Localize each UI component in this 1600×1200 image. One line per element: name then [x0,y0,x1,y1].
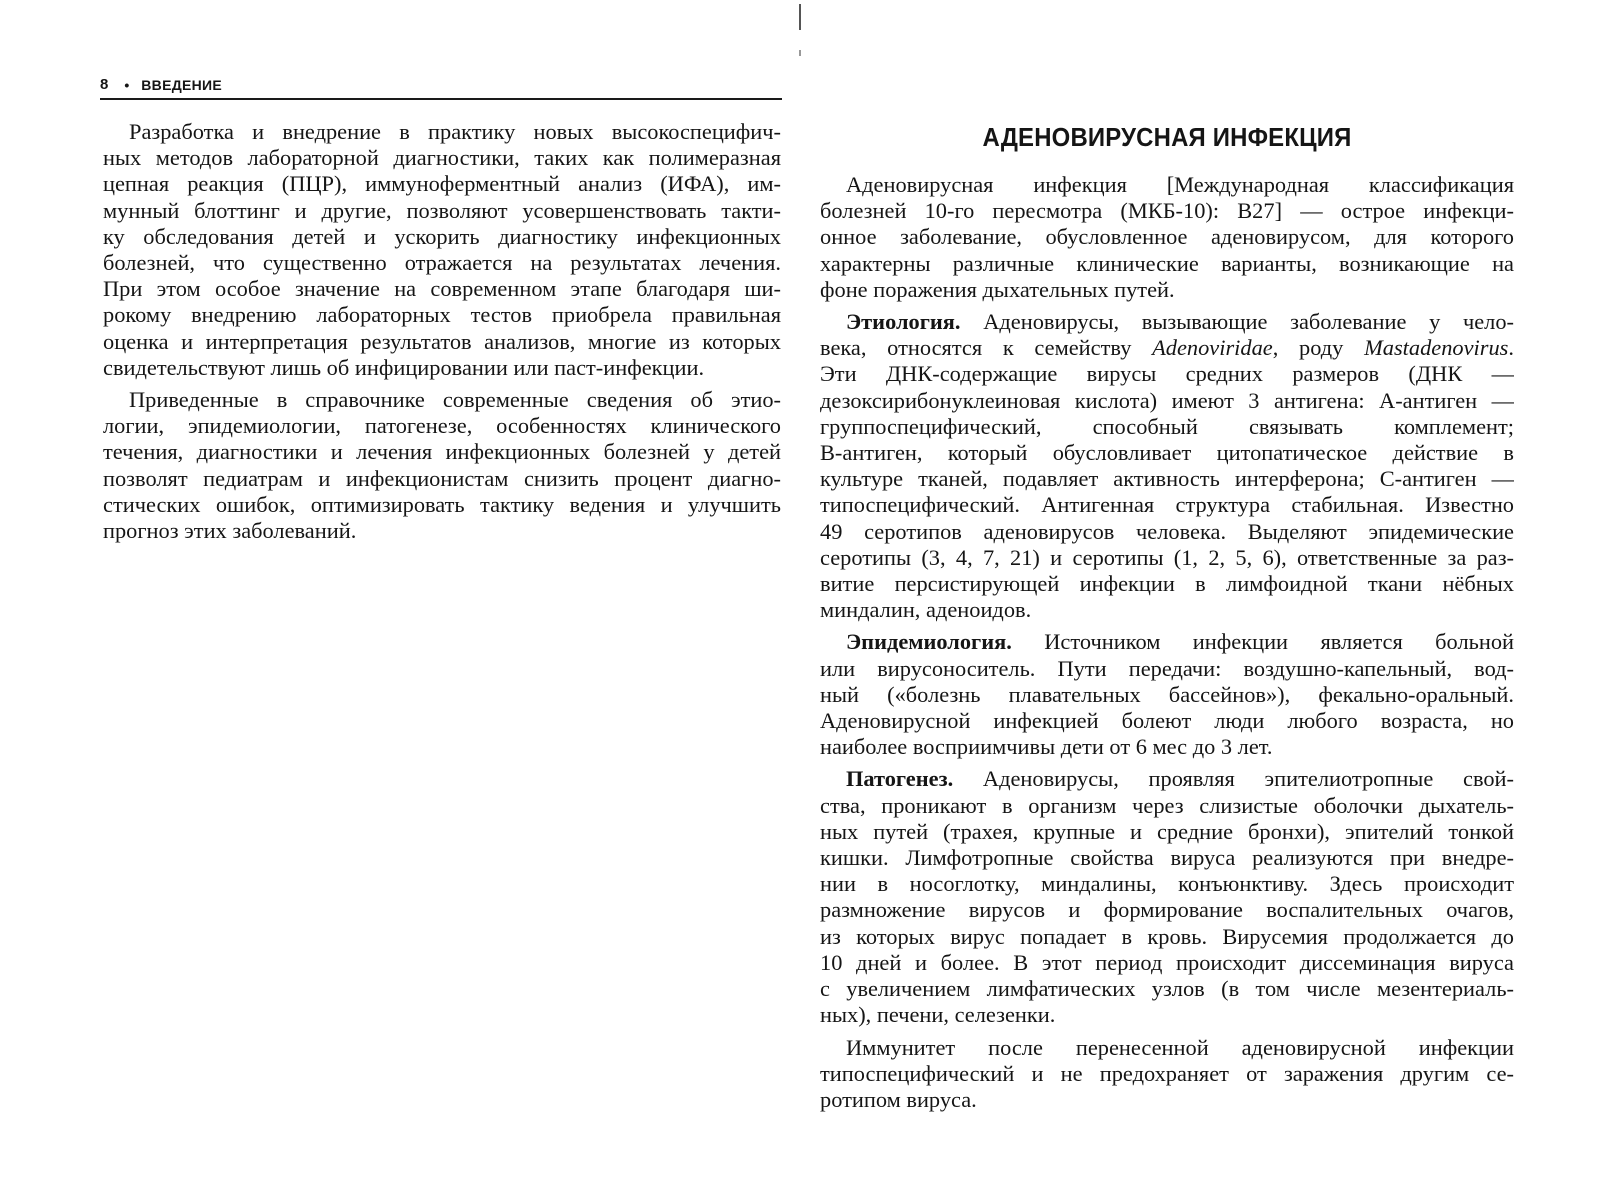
paragraph [103,119,781,381]
genus-name: Mastadenovirus [1364,335,1509,361]
text-line: Аденовирусной инфекцией болеют люди любого возраста, но [820,708,1514,734]
family-name: Adenoviridae [1152,335,1273,361]
text-line: типоспецифический и не предохраняет от заражения другим се- [820,1060,1514,1086]
text-run: , роду [1272,335,1365,361]
text-line: с увеличением лимфатических узлов (в том числе мезентериаль- [820,976,1514,1002]
text-line: ротипом вируса. [820,1086,977,1112]
text-line: ных), печени, селезенки. [820,1002,1056,1028]
right-page-body [820,172,1514,1113]
left-page-body [103,119,781,544]
text-line: размножение вирусов и формирование воспалительных очагов, [820,897,1514,923]
text-line: 49 серотипов аденовирусов человека. Выделяют эпидемические [820,518,1514,544]
running-head [100,72,782,100]
text-line: При этом особое значение на современном этапе благодаря ши- [103,276,781,302]
text-run: Аденовирусы, вызывающие заболевание у чело- [983,309,1514,335]
paragraph-epidemiology [820,629,1514,760]
text-line: культуре тканей, подавляет активность интерферона; С-антиген — [820,466,1514,492]
text-line: наиболее восприимчивы дети от 6 мес до 3 лет. [820,734,1273,760]
text-line: из которых вирус попадает в кровь. Вирусемия продолжается до [820,923,1514,949]
section-term: Этиология. [846,309,961,335]
paragraph-immunity [820,1035,1514,1114]
text-line: ный («болезнь плавательных бассейнов»), фекально-оральный. [820,681,1514,707]
text-line [820,766,1514,792]
text-line: логии, эпидемиологии, патогенезе, особенностях клинического [103,413,781,439]
text-line: ных путей (трахея, крупные и средние бронхи), эпителий тонкой [820,818,1514,844]
text-line: болезней 10-го пересмотра (МКБ-10): B27] — острое инфекци- [820,198,1514,224]
paragraph [103,387,781,544]
text-line: В-антиген, который обусловливает цитопатическое действие в [820,440,1514,466]
text-line: дезоксирибонуклеиновая кислота) имеют 3 антигена: А-антиген — [820,387,1514,413]
text-line: цепная реакция (ПЦР), иммуноферментный анализ (ИФА), им- [103,171,781,197]
text-line: свидетельствуют лишь об инфицировании или паст-инфекции. [103,354,705,380]
text-line: ных методов лабораторной диагностики, таких как полимеразная [103,145,781,171]
text-line: ства, проникают в организм через слизистые оболочки дыхатель- [820,792,1514,818]
text-line [820,335,1514,361]
paragraph-etiology [820,309,1514,623]
text-line: серотипы (3, 4, 7, 21) и серотипы (1, 2, 5, 6), ответственные за раз- [820,544,1514,570]
paragraph-intro [820,172,1514,303]
text-line: позволят педиатрам и инфекционистам снизить процент диагно- [103,465,781,491]
text-run: . [1508,335,1514,361]
text-line: рокому внедрению лабораторных тестов приобрела правильная [103,302,781,328]
text-line: витие персистирующей инфекции в лимфоидной ткани нёбных [820,571,1514,597]
text-line [820,629,1514,655]
text-line: ку обследования детей и ускорить диагностику инфекционных [103,223,781,249]
text-line: 10 дней и более. В этот период происходит диссеминация вируса [820,949,1514,975]
text-line: нии в носоглотку, миндалины, конъюнктиву. Здесь происходит [820,871,1514,897]
text-run: века, относятся к семейству [820,335,1153,361]
text-line: Эти ДНК-содержащие вирусы средних размеров (ДНК — [820,361,1514,387]
text-run: Источником инфекции является больной [1044,629,1514,655]
page-number: 8 [100,76,109,93]
paragraph-pathogenesis [820,766,1514,1028]
running-head-title: ВВЕДЕНИЕ [141,77,223,93]
chapter-title: АДЕНОВИРУСНАЯ ИНФЕКЦИЯ [982,122,1352,152]
text-line: фоне поражения дыхательных путей. [820,276,1175,302]
text-line: онное заболевание, обусловленное аденовирусом, для которого [820,224,1514,250]
text-line: Аденовирусная инфекция [Международная классификация [846,172,1514,197]
section-term: Эпидемиология. [846,629,1012,655]
text-run: Аденовирусы, проявляя эпителиотропные свой- [982,766,1514,792]
text-line: прогноз этих заболеваний. [103,518,357,544]
text-line: стических ошибок, оптимизировать тактику ведения и улучшить [103,491,781,517]
text-line: кишки. Лимфотропные свойства вируса реализуются при внедре- [820,845,1514,871]
text-line: Разработка и внедрение в практику новых высокоспецифич- [129,119,781,144]
text-line: миндалин, аденоидов. [820,597,1032,623]
bullet-icon: • [124,77,130,93]
section-term: Патогенез. [846,766,954,792]
text-line: или вирусоноситель. Пути передачи: воздушно-капельный, вод- [820,655,1514,681]
text-line [820,309,1514,335]
text-line: типоспецифический. Антигенная структура стабильная. Известно [820,492,1514,518]
text-line: характерны различные клинические варианты, возникающие на [820,250,1514,276]
text-line: болезней, что существенно отражается на результатах лечения. [103,250,781,276]
right-page [800,0,1600,1200]
text-line: мунный блоттинг и другие, позволяют усовершенствовать такти- [103,197,781,223]
text-line: Приведенные в справочнике современные сведения об этио- [129,387,781,413]
text-line: Иммунитет после перенесенной аденовирусной инфекции [846,1034,1514,1060]
text-line: течения, диагностики и лечения инфекционных болезней у детей [103,439,781,465]
text-line: группоспецифический, способный связывать комплемент; [820,413,1514,439]
text-line: оценка и интерпретация результатов анализов, многие из которых [103,328,781,354]
